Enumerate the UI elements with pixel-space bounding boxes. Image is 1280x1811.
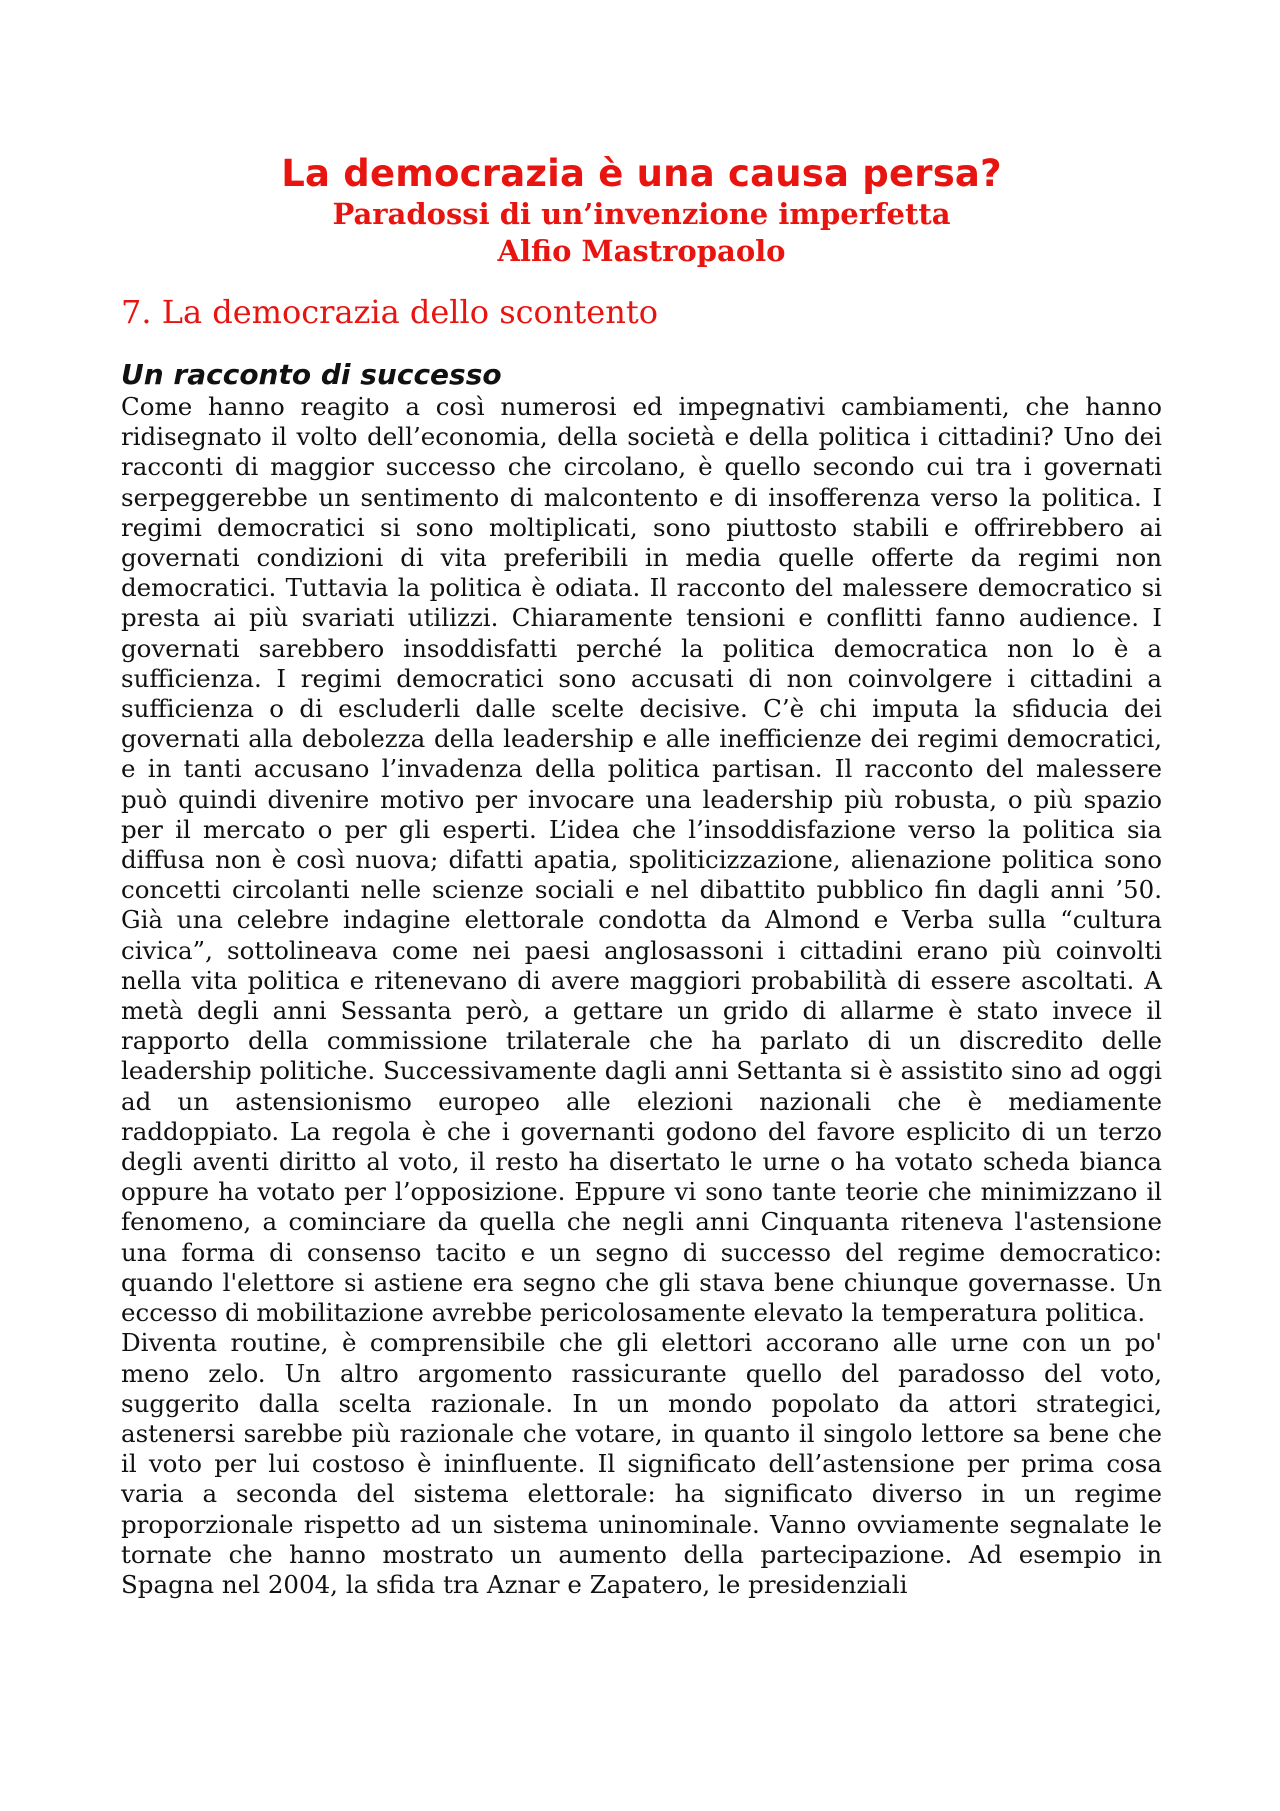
document-author: Alfio Mastropaolo xyxy=(497,234,786,268)
section-heading: Un racconto di successo xyxy=(121,358,502,391)
document-page xyxy=(121,0,1162,1600)
document-subtitle: Paradossi di un’invenzione imperfetta xyxy=(332,197,951,231)
body-paragraph: Diventa routine, è comprensibile che gli elettori accorano alle urne con un po' meno zelo. Un altro argomento rassicurante quello del paradosso del voto, suggerito dalla scelta razionale. In un mondo popolato da attori strategici, astenersi sarebbe più razionale che votare, in quanto il singolo lettore sa bene che il voto per lui costoso è ininfluente. Il significato dell’astensione per prima cosa varia a seconda del sistema elettorale: ha significato diverso in un regime proporzionale rispetto ad un sistema uninominale. Vanno ovviamente segnalate le tornate che hanno mostrato un aumento della partecipazione. Ad esempio in Spagna nel 2004, la sfida tra Aznar e Zapatero, le presidenziali xyxy=(121,1328,1162,1599)
body-paragraph: Come hanno reagito a così numerosi ed impegnativi cambiamenti, che hanno ridisegnato il volto dell’economia, della società e della politica i cittadini? Uno dei racconti di maggior successo che circolano, è quello secondo cui tra i governati serpeggerebbe un sentimento di malcontento e di insofferenza verso la politica. I regimi democratici si sono moltiplicati, sono piuttosto stabili e offrirebbero ai governati condizioni di vita preferibili in media quelle offerte da regimi non democratici. Tuttavia la politica è odiata. Il racconto del malessere democratico si presta ai più svariati utilizzi. Chiaramente tensioni e conflitti fanno audience. I governati sarebbero insoddisfatti perché la politica democratica non lo è a sufficienza. I regimi democratici sono accusati di non coinvolgere i cittadini a sufficienza o di escluderli dalle scelte decisive. C’è chi imputa la sfiducia dei governati alla debolezza della leadership e alle inefficienze dei regimi democratici, e in tanti accusano l’invadenza della politica partisan. Il racconto del malessere può quindi divenire motivo per invocare una leadership più robusta, o più spazio per il mercato o per gli esperti. L’idea che l’insoddisfazione verso la politica sia diffusa non è così nuova; difatti apatia, spoliticizzazione, alienazione politica sono concetti circolanti nelle scienze sociali e nel dibattito pubblico fin dagli anni ’50. Già una celebre indagine elettorale condotta da Almond e Verba sulla “cultura civica”, sottolineava come nei paesi anglosassoni i cittadini erano più coinvolti nella vita politica e ritenevano di avere maggiori probabilità di essere ascoltati. A metà degli anni Sessanta però, a gettare un grido di allarme è stato invece il rapporto della commissione trilaterale che ha parlato di un discredito delle leadership politiche. Successivamente dagli anni Settanta si è assistito sino ad oggi ad un astensionismo europeo alle elezioni nazionali che è mediamente raddoppiato. La regola è che i governanti godono del favore esplicito di un terzo degli aventi diritto al voto, il resto ha disertato le urne o ha votato scheda bianca oppure ha votato per l’opposizione. Eppure vi sono tante teorie che minimizzano il fenomeno, a cominciare da quella che negli anni Cinquanta riteneva l'astensione una forma di consenso tacito e un segno di successo del regime democratico: quando l'elettore si astiene era segno che gli stava bene chiunque governasse. Un eccesso di mobilitazione avrebbe pericolosamente elevato la temperatura politica. xyxy=(121,392,1162,1328)
chapter-heading: 7. La democrazia dello scontento xyxy=(121,293,658,331)
document-title: La democrazia è una causa persa? xyxy=(281,152,1002,195)
title-block xyxy=(121,152,1162,270)
